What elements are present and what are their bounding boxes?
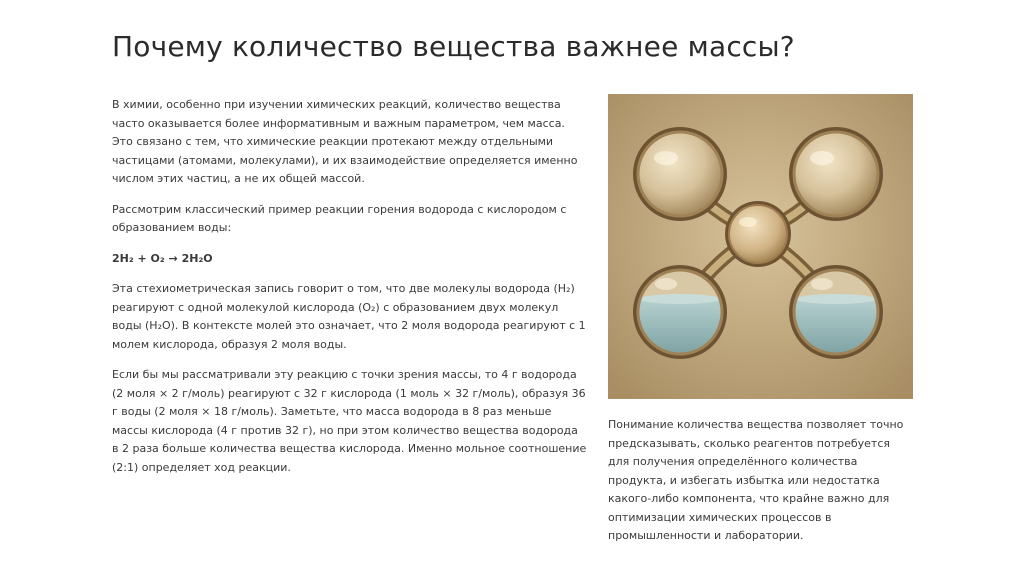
paragraph-stoichiometry: Эта стехиометрическая запись говорит о том, что две молекулы водорода (H₂) реагируют с одной молекулой кислорода (O₂) с образованием двух молекул воды (H₂O). В контексте молей это означает, что 2 моля водорода реагируют с 1 молем кислорода, образуя 2 моля воды.	[112, 282, 586, 351]
main-text-column	[112, 96, 587, 489]
side-text-column	[608, 416, 908, 546]
reaction-formula: 2H₂ + O₂ → 2H₂O	[112, 251, 213, 265]
paragraph-conclusion: Понимание количества вещества позволяет точно предсказывать, сколько реагентов потребуется для получения определённого количества продукта, и избегать избытка или недостатка какого-либо компонента, что крайне важно для оптимизации химических процессов в промышленности и лаборатории.	[608, 418, 904, 542]
page-title: Почему количество вещества важнее массы?	[112, 30, 795, 63]
paragraph-example: Рассмотрим классический пример реакции горения водорода с кислородом с образованием воды:	[112, 202, 567, 234]
molecule-flasks-illustration	[608, 94, 913, 399]
paragraph-intro: В химии, особенно при изучении химических реакций, количество вещества часто оказывается более информативным и важным параметром, чем масса. Это связано с тем, что химические реакции протекают между отдельными частицами (атомами, молекулами), и их взаимодействие определяется именно числом этих частиц, а не их общей массой.	[112, 98, 578, 185]
paragraph-mass-comparison: Если бы мы рассматривали эту реакцию с точки зрения массы, то 4 г водорода (2 моля × 2 г/моль) реагируют с 32 г кислорода (1 моль × 32 г/моль), образуя 36 г воды (2 моля × 18 г/моль). Заметьте, что масса водорода в 8 раз меньше массы кислорода (4 г против 32 г), но при этом количество вещества водорода в 2 раза больше количества вещества кислорода. Именно мольное соотношение (2:1) определяет ход реакции.	[112, 368, 587, 474]
